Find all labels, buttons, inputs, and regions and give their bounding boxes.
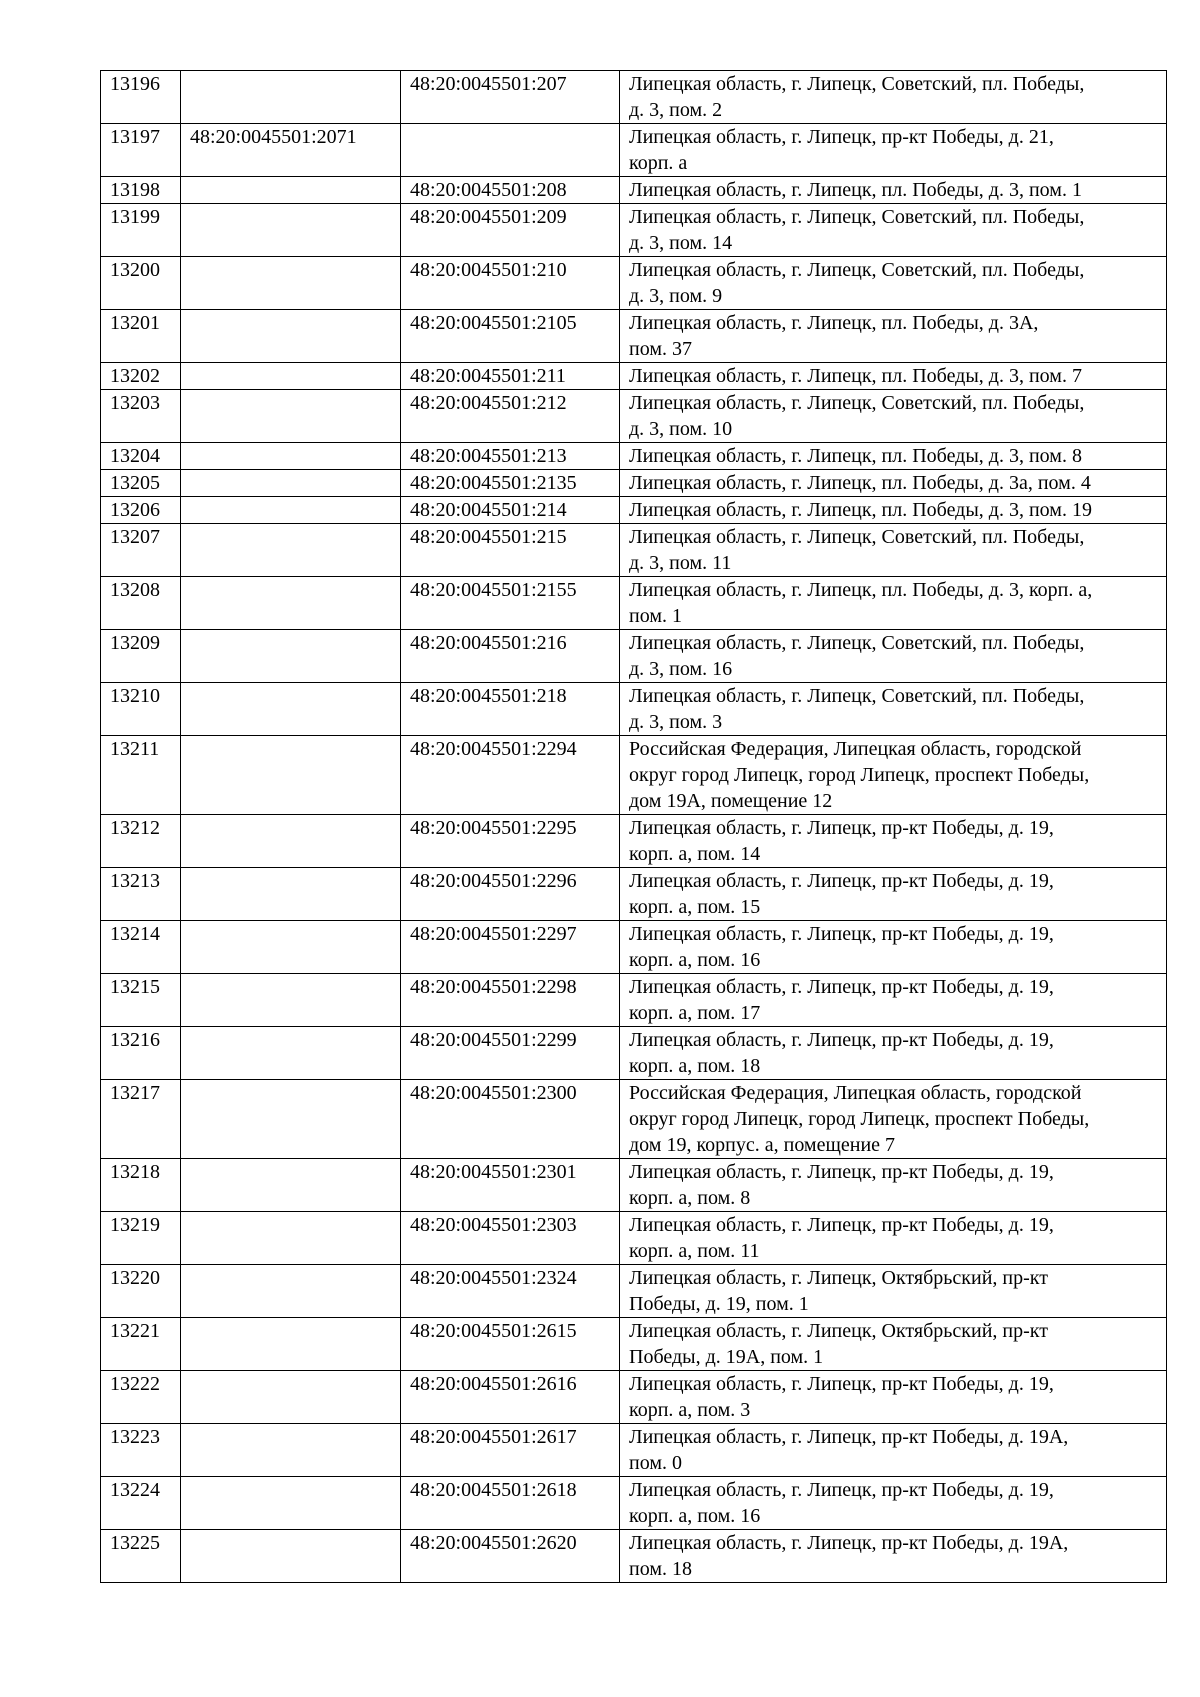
address-cell: Липецкая область, г. Липецк, пр-кт Победы, д. 19, корп. а, пом. 17 — [620, 974, 1167, 1027]
cadastral-number-cell — [181, 1530, 401, 1583]
related-cadastral-number-cell: 48:20:0045501:215 — [401, 524, 620, 577]
address-cell: Липецкая область, г. Липецк, пл. Победы, д. 3, пом. 8 — [620, 443, 1167, 470]
cadastral-number-cell — [181, 815, 401, 868]
related-cadastral-number-cell: 48:20:0045501:214 — [401, 497, 620, 524]
address-cell: Липецкая область, г. Липецк, пр-кт Победы, д. 19, корп. а, пом. 11 — [620, 1212, 1167, 1265]
related-cadastral-number-cell: 48:20:0045501:216 — [401, 630, 620, 683]
cadastral-number-cell — [181, 71, 401, 124]
address-cell: Липецкая область, г. Липецк, пл. Победы, д. 3, пом. 7 — [620, 363, 1167, 390]
related-cadastral-number-cell: 48:20:0045501:2301 — [401, 1159, 620, 1212]
address-cell: Липецкая область, г. Липецк, пр-кт Победы, д. 19А, пом. 18 — [620, 1530, 1167, 1583]
address-cell: Липецкая область, г. Липецк, пл. Победы, д. 3, пом. 1 — [620, 177, 1167, 204]
table-row — [101, 1424, 1167, 1477]
cadastral-number-cell — [181, 868, 401, 921]
cadastral-number-cell — [181, 177, 401, 204]
row-number-cell: 13207 — [101, 524, 181, 577]
row-number-cell: 13209 — [101, 630, 181, 683]
cadastral-number-cell — [181, 390, 401, 443]
cadastral-number-cell — [181, 204, 401, 257]
row-number-cell: 13205 — [101, 470, 181, 497]
cadastral-number-cell — [181, 470, 401, 497]
row-number-cell: 13214 — [101, 921, 181, 974]
cadastral-number-cell — [181, 1027, 401, 1080]
address-cell: Липецкая область, г. Липецк, Советский, пл. Победы, д. 3, пом. 14 — [620, 204, 1167, 257]
related-cadastral-number-cell: 48:20:0045501:210 — [401, 257, 620, 310]
row-number-cell: 13208 — [101, 577, 181, 630]
address-cell: Липецкая область, г. Липецк, Советский, пл. Победы, д. 3, пом. 2 — [620, 71, 1167, 124]
row-number-cell: 13203 — [101, 390, 181, 443]
address-cell: Российская Федерация, Липецкая область, городской округ город Липецк, город Липецк, проспект Победы, дом 19, корпус. а, помещение 7 — [620, 1080, 1167, 1159]
related-cadastral-number-cell: 48:20:0045501:2324 — [401, 1265, 620, 1318]
table-row — [101, 1265, 1167, 1318]
cadastral-number-cell — [181, 1212, 401, 1265]
address-cell: Липецкая область, г. Липецк, Советский, пл. Победы, д. 3, пом. 16 — [620, 630, 1167, 683]
related-cadastral-number-cell: 48:20:0045501:212 — [401, 390, 620, 443]
table-row — [101, 1080, 1167, 1159]
table-row — [101, 974, 1167, 1027]
cadastral-number-cell — [181, 363, 401, 390]
related-cadastral-number-cell: 48:20:0045501:2615 — [401, 1318, 620, 1371]
row-number-cell: 13215 — [101, 974, 181, 1027]
address-cell: Липецкая область, г. Липецк, Октябрьский, пр-кт Победы, д. 19А, пом. 1 — [620, 1318, 1167, 1371]
cadastral-number-cell: 48:20:0045501:2071 — [181, 124, 401, 177]
related-cadastral-number-cell — [401, 124, 620, 177]
cadastral-number-cell — [181, 577, 401, 630]
address-cell: Липецкая область, г. Липецк, Советский, пл. Победы, д. 3, пом. 3 — [620, 683, 1167, 736]
table-row — [101, 921, 1167, 974]
related-cadastral-number-cell: 48:20:0045501:2303 — [401, 1212, 620, 1265]
row-number-cell: 13204 — [101, 443, 181, 470]
table-row — [101, 683, 1167, 736]
cadastral-number-cell — [181, 497, 401, 524]
row-number-cell: 13220 — [101, 1265, 181, 1318]
row-number-cell: 13211 — [101, 736, 181, 815]
row-number-cell: 13199 — [101, 204, 181, 257]
cadastral-number-cell — [181, 1265, 401, 1318]
table-row — [101, 736, 1167, 815]
related-cadastral-number-cell: 48:20:0045501:2294 — [401, 736, 620, 815]
row-number-cell: 13200 — [101, 257, 181, 310]
cadastral-number-cell — [181, 1371, 401, 1424]
cadastral-number-cell — [181, 1424, 401, 1477]
address-cell: Липецкая область, г. Липецк, пл. Победы, д. 3а, пом. 4 — [620, 470, 1167, 497]
address-cell: Липецкая область, г. Липецк, пр-кт Победы, д. 19, корп. а, пом. 14 — [620, 815, 1167, 868]
row-number-cell: 13196 — [101, 71, 181, 124]
cadastral-number-cell — [181, 683, 401, 736]
registry-table — [100, 70, 1167, 1583]
row-number-cell: 13212 — [101, 815, 181, 868]
related-cadastral-number-cell: 48:20:0045501:2297 — [401, 921, 620, 974]
related-cadastral-number-cell: 48:20:0045501:2616 — [401, 1371, 620, 1424]
cadastral-number-cell — [181, 257, 401, 310]
address-cell: Липецкая область, г. Липецк, пр-кт Победы, д. 19, корп. а, пом. 15 — [620, 868, 1167, 921]
cadastral-number-cell — [181, 974, 401, 1027]
related-cadastral-number-cell: 48:20:0045501:2155 — [401, 577, 620, 630]
related-cadastral-number-cell: 48:20:0045501:2620 — [401, 1530, 620, 1583]
address-cell: Липецкая область, г. Липецк, пр-кт Победы, д. 19, корп. а, пом. 16 — [620, 1477, 1167, 1530]
table-row — [101, 497, 1167, 524]
row-number-cell: 13201 — [101, 310, 181, 363]
related-cadastral-number-cell: 48:20:0045501:207 — [401, 71, 620, 124]
cadastral-number-cell — [181, 310, 401, 363]
address-cell: Липецкая область, г. Липецк, пр-кт Победы, д. 19, корп. а, пом. 8 — [620, 1159, 1167, 1212]
row-number-cell: 13198 — [101, 177, 181, 204]
row-number-cell: 13210 — [101, 683, 181, 736]
row-number-cell: 13221 — [101, 1318, 181, 1371]
cadastral-number-cell — [181, 1080, 401, 1159]
address-cell: Российская Федерация, Липецкая область, городской округ город Липецк, город Липецк, проспект Победы, дом 19А, помещение 12 — [620, 736, 1167, 815]
cadastral-number-cell — [181, 1318, 401, 1371]
table-row — [101, 257, 1167, 310]
related-cadastral-number-cell: 48:20:0045501:2299 — [401, 1027, 620, 1080]
related-cadastral-number-cell: 48:20:0045501:211 — [401, 363, 620, 390]
table-row — [101, 310, 1167, 363]
table-row — [101, 1159, 1167, 1212]
table-row — [101, 868, 1167, 921]
related-cadastral-number-cell: 48:20:0045501:2135 — [401, 470, 620, 497]
address-cell: Липецкая область, г. Липецк, пл. Победы, д. 3А, пом. 37 — [620, 310, 1167, 363]
table-row — [101, 1212, 1167, 1265]
table-row — [101, 390, 1167, 443]
table-row — [101, 204, 1167, 257]
related-cadastral-number-cell: 48:20:0045501:2298 — [401, 974, 620, 1027]
row-number-cell: 13223 — [101, 1424, 181, 1477]
related-cadastral-number-cell: 48:20:0045501:2105 — [401, 310, 620, 363]
table-row — [101, 1477, 1167, 1530]
address-cell: Липецкая область, г. Липецк, пр-кт Победы, д. 19А, пом. 0 — [620, 1424, 1167, 1477]
table-row — [101, 524, 1167, 577]
row-number-cell: 13202 — [101, 363, 181, 390]
address-cell: Липецкая область, г. Липецк, пл. Победы, д. 3, пом. 19 — [620, 497, 1167, 524]
row-number-cell: 13222 — [101, 1371, 181, 1424]
cadastral-number-cell — [181, 443, 401, 470]
table-row — [101, 71, 1167, 124]
table-row — [101, 1371, 1167, 1424]
address-cell: Липецкая область, г. Липецк, Советский, пл. Победы, д. 3, пом. 11 — [620, 524, 1167, 577]
address-cell: Липецкая область, г. Липецк, Советский, пл. Победы, д. 3, пом. 10 — [620, 390, 1167, 443]
table-row — [101, 577, 1167, 630]
row-number-cell: 13225 — [101, 1530, 181, 1583]
address-cell: Липецкая область, г. Липецк, Советский, пл. Победы, д. 3, пом. 9 — [620, 257, 1167, 310]
cadastral-number-cell — [181, 921, 401, 974]
row-number-cell: 13219 — [101, 1212, 181, 1265]
related-cadastral-number-cell: 48:20:0045501:208 — [401, 177, 620, 204]
row-number-cell: 13197 — [101, 124, 181, 177]
row-number-cell: 13213 — [101, 868, 181, 921]
address-cell: Липецкая область, г. Липецк, пр-кт Победы, д. 21, корп. а — [620, 124, 1167, 177]
table-row — [101, 124, 1167, 177]
address-cell: Липецкая область, г. Липецк, пр-кт Победы, д. 19, корп. а, пом. 18 — [620, 1027, 1167, 1080]
address-cell: Липецкая область, г. Липецк, пл. Победы, д. 3, корп. а, пом. 1 — [620, 577, 1167, 630]
table-row — [101, 1027, 1167, 1080]
table-row — [101, 1530, 1167, 1583]
table-row — [101, 177, 1167, 204]
cadastral-number-cell — [181, 736, 401, 815]
row-number-cell: 13224 — [101, 1477, 181, 1530]
related-cadastral-number-cell: 48:20:0045501:209 — [401, 204, 620, 257]
cadastral-number-cell — [181, 1159, 401, 1212]
row-number-cell: 13216 — [101, 1027, 181, 1080]
related-cadastral-number-cell: 48:20:0045501:218 — [401, 683, 620, 736]
row-number-cell: 13217 — [101, 1080, 181, 1159]
table-row — [101, 443, 1167, 470]
cadastral-number-cell — [181, 524, 401, 577]
related-cadastral-number-cell: 48:20:0045501:2295 — [401, 815, 620, 868]
cadastral-number-cell — [181, 1477, 401, 1530]
related-cadastral-number-cell: 48:20:0045501:2618 — [401, 1477, 620, 1530]
address-cell: Липецкая область, г. Липецк, Октябрьский, пр-кт Победы, д. 19, пом. 1 — [620, 1265, 1167, 1318]
address-cell: Липецкая область, г. Липецк, пр-кт Победы, д. 19, корп. а, пом. 3 — [620, 1371, 1167, 1424]
table-row — [101, 815, 1167, 868]
registry-table-body — [101, 71, 1167, 1583]
cadastral-number-cell — [181, 630, 401, 683]
table-row — [101, 630, 1167, 683]
table-row — [101, 470, 1167, 497]
related-cadastral-number-cell: 48:20:0045501:213 — [401, 443, 620, 470]
table-row — [101, 1318, 1167, 1371]
address-cell: Липецкая область, г. Липецк, пр-кт Победы, д. 19, корп. а, пом. 16 — [620, 921, 1167, 974]
related-cadastral-number-cell: 48:20:0045501:2617 — [401, 1424, 620, 1477]
row-number-cell: 13218 — [101, 1159, 181, 1212]
row-number-cell: 13206 — [101, 497, 181, 524]
table-row — [101, 363, 1167, 390]
related-cadastral-number-cell: 48:20:0045501:2300 — [401, 1080, 620, 1159]
related-cadastral-number-cell: 48:20:0045501:2296 — [401, 868, 620, 921]
